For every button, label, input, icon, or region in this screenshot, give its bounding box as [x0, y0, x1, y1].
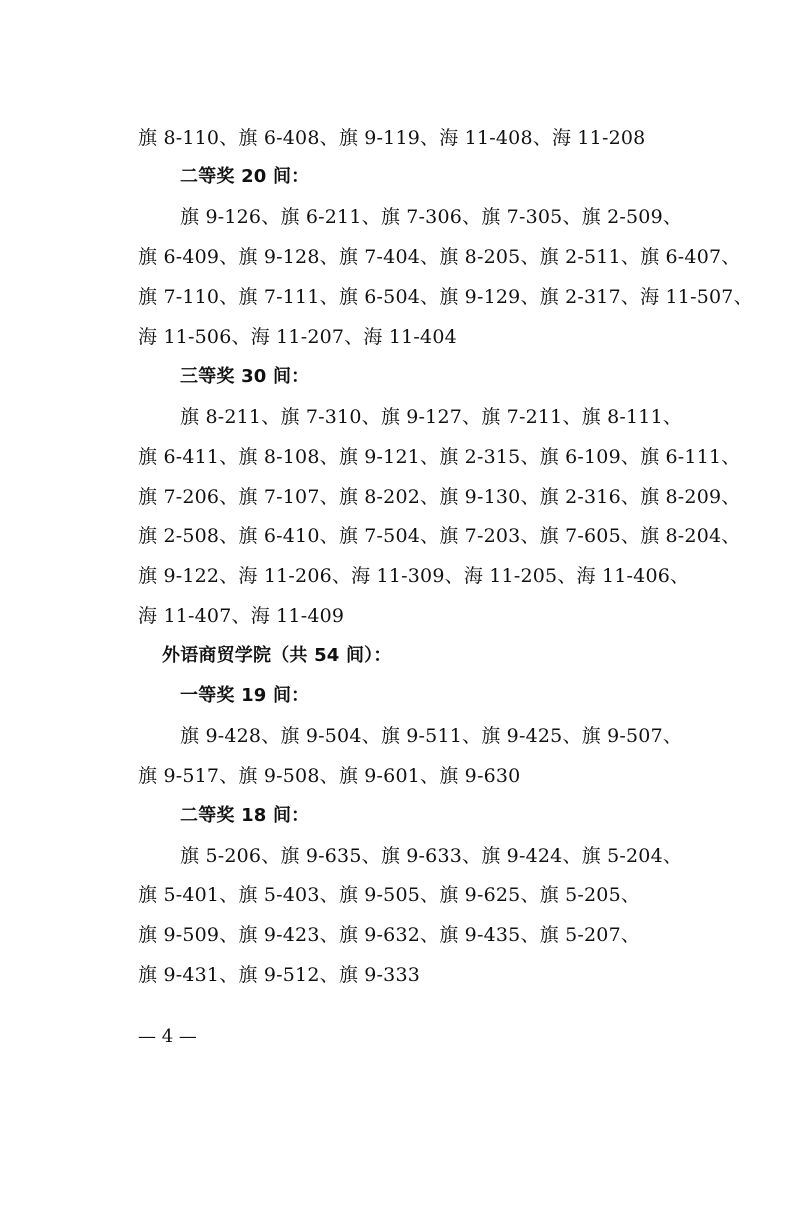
section-heading: 二等奖 20 间：: [180, 166, 310, 187]
list-line: 旗 7-206、旗 7-107、旗 8-202、旗 9-130、旗 2-316、旗 8-209、: [138, 486, 741, 508]
list-line: 旗 9-126、旗 6-211、旗 7-306、旗 7-305、旗 2-509、: [180, 206, 683, 228]
list-line: 旗 2-508、旗 6-410、旗 7-504、旗 7-203、旗 7-605、旗 8-204、: [138, 525, 741, 547]
list-line: 旗 6-411、旗 8-108、旗 9-121、旗 2-315、旗 6-109、旗 6-111、: [138, 446, 741, 468]
list-line: 旗 5-206、旗 9-635、旗 9-633、旗 9-424、旗 5-204、: [180, 845, 683, 867]
list-line: 旗 8-110、旗 6-408、旗 9-119、海 11-408、海 11-208: [138, 127, 646, 149]
section-heading: 一等奖 19 间：: [180, 685, 310, 706]
list-line: 旗 9-428、旗 9-504、旗 9-511、旗 9-425、旗 9-507、: [180, 725, 683, 747]
list-line: 旗 9-122、海 11-206、海 11-309、海 11-205、海 11-406、: [138, 565, 690, 587]
section-heading: 二等奖 18 间：: [180, 805, 310, 826]
list-line: 旗 8-211、旗 7-310、旗 9-127、旗 7-211、旗 8-111、: [180, 406, 683, 428]
list-line: 旗 9-509、旗 9-423、旗 9-632、旗 9-435、旗 5-207、: [138, 924, 641, 946]
page-number: — 4 —: [138, 1026, 197, 1047]
list-line: 旗 5-401、旗 5-403、旗 9-505、旗 9-625、旗 5-205、: [138, 884, 641, 906]
section-heading: 三等奖 30 间：: [180, 366, 310, 387]
list-line: 旗 6-409、旗 9-128、旗 7-404、旗 8-205、旗 2-511、旗 6-407、: [138, 246, 741, 268]
list-line: 海 11-506、海 11-207、海 11-404: [138, 326, 457, 348]
list-line: 旗 7-110、旗 7-111、旗 6-504、旗 9-129、旗 2-317、海 11-507、: [138, 286, 753, 308]
list-line: 旗 9-431、旗 9-512、旗 9-333: [138, 964, 421, 986]
list-line: 旗 9-517、旗 9-508、旗 9-601、旗 9-630: [138, 765, 521, 787]
list-line: 海 11-407、海 11-409: [138, 605, 345, 627]
college-heading: 外语商贸学院（共 54 间）：: [162, 645, 392, 666]
